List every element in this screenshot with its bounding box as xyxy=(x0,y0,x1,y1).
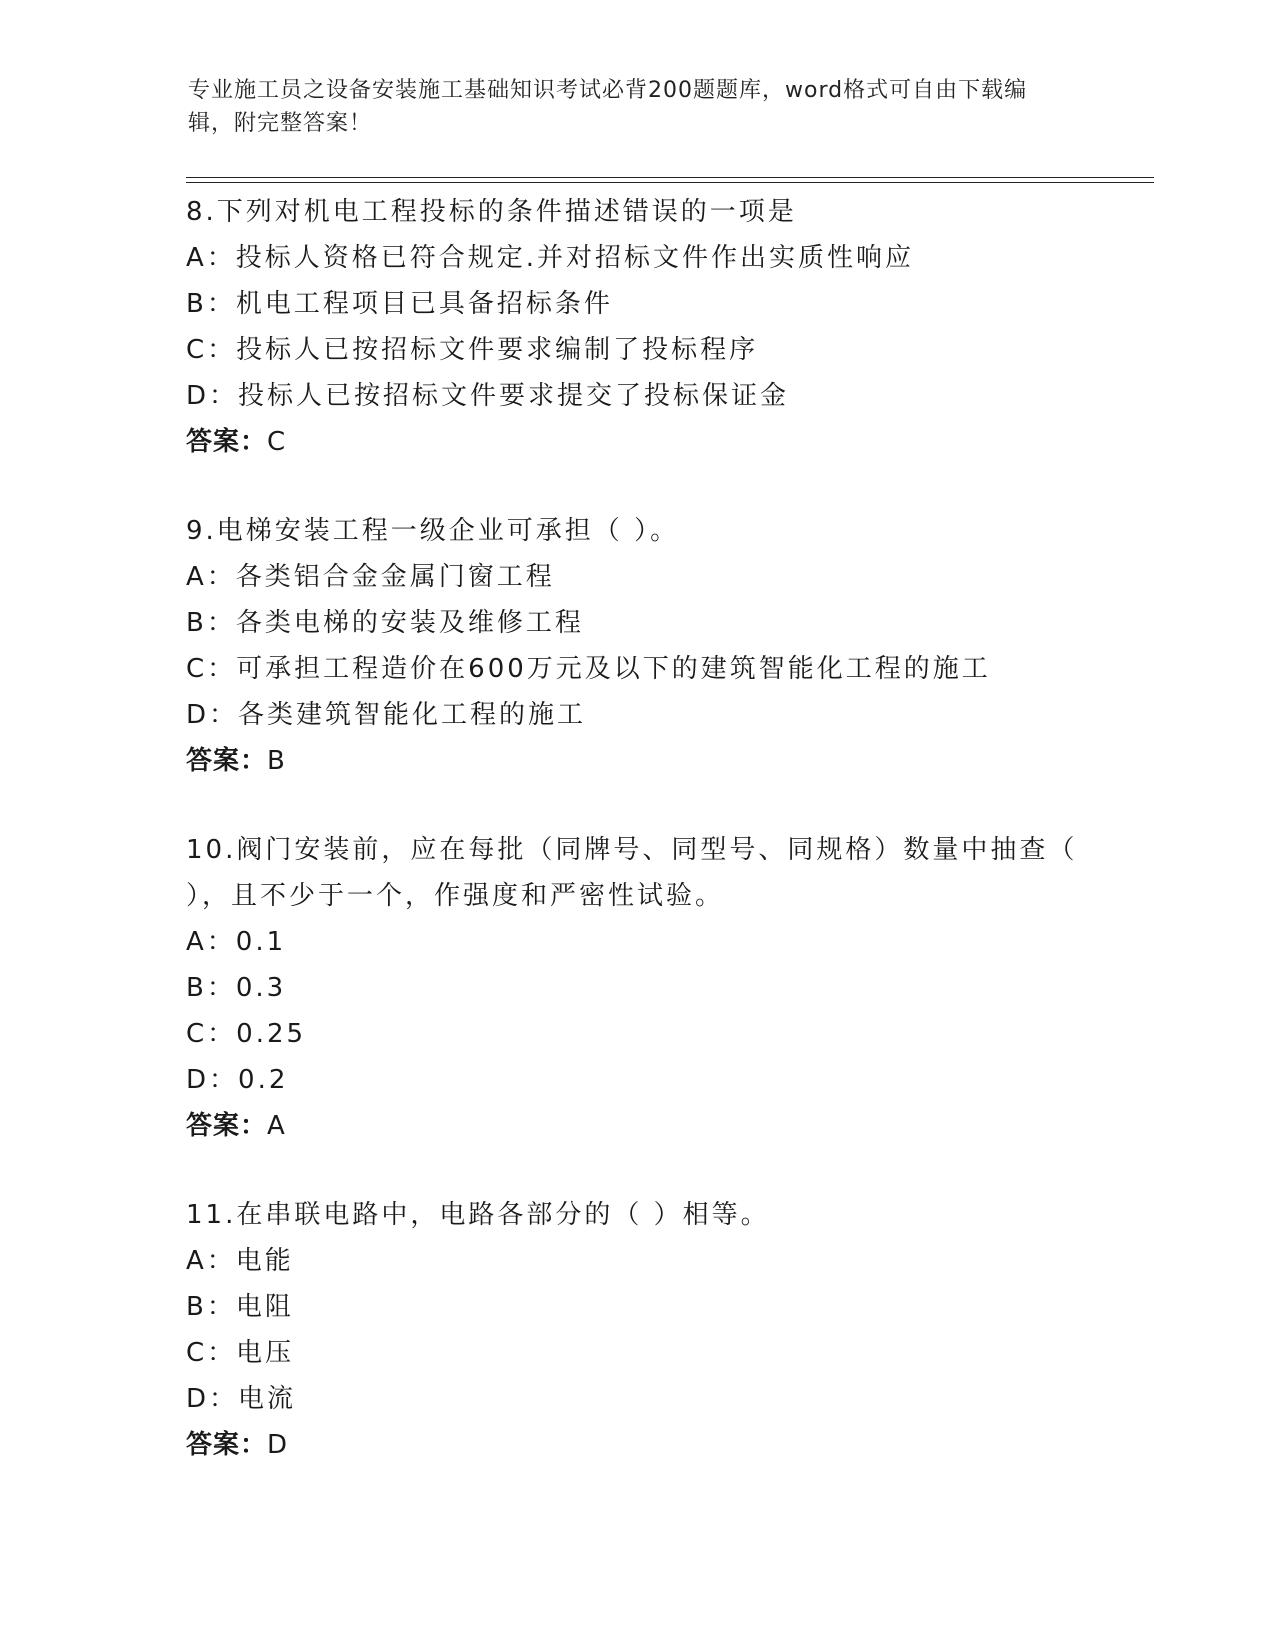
answer-value: D xyxy=(267,1430,289,1460)
option-c: C：0.25 xyxy=(186,1019,307,1049)
option-d: D：0.2 xyxy=(186,1065,289,1095)
option-d: D：各类建筑智能化工程的施工 xyxy=(186,700,587,730)
option-d: D：电流 xyxy=(186,1384,297,1414)
document-header: 专业施工员之设备安装施工基础知识考试必背200题题库，word格式可自由下载编辑，附完整答案！ xyxy=(188,78,1028,136)
header-divider-top xyxy=(186,177,1154,178)
option-d: D：投标人已按招标文件要求提交了投标保证金 xyxy=(186,381,790,411)
question-stem: 10.阀门安装前，应在每批（同牌号、同型号、同规格）数量中抽查（ ），且不少于一个，作强度和严密性试验。 xyxy=(186,835,1078,911)
option-a: A：0.1 xyxy=(186,927,287,957)
option-c: C：电压 xyxy=(186,1338,295,1368)
option-a: A：各类铝合金金属门窗工程 xyxy=(186,562,555,592)
question-stem: 8.下列对机电工程投标的条件描述错误的一项是 xyxy=(186,197,797,227)
answer xyxy=(186,1103,1086,1149)
question-stem: 11.在串联电路中，电路各部分的（ ）相等。 xyxy=(186,1200,770,1230)
question-stem: 9.电梯安装工程一级企业可承担（ ）。 xyxy=(186,516,680,546)
question-8 xyxy=(186,189,1086,465)
option-b: B：机电工程项目已具备招标条件 xyxy=(186,289,613,319)
answer-label: 答案： xyxy=(186,746,268,776)
option-a: A：电能 xyxy=(186,1246,294,1276)
option-a: A：投标人资格已符合规定.并对招标文件作出实质性响应 xyxy=(186,243,915,273)
answer xyxy=(186,738,1086,784)
header-divider-bottom xyxy=(186,182,1154,183)
answer-value: B xyxy=(267,746,286,776)
option-b: B：0.3 xyxy=(186,973,287,1003)
option-b: B：各类电梯的安装及维修工程 xyxy=(186,608,584,638)
answer-value: A xyxy=(267,1111,286,1141)
answer-label: 答案： xyxy=(186,1111,268,1141)
question-9 xyxy=(186,508,1086,784)
answer xyxy=(186,1422,1086,1468)
answer-value: C xyxy=(267,427,287,457)
option-b: B：电阻 xyxy=(186,1292,294,1322)
answer xyxy=(186,419,1086,465)
option-c: C：可承担工程造价在600万元及以下的建筑智能化工程的施工 xyxy=(186,654,991,684)
answer-label: 答案： xyxy=(186,427,268,457)
option-c: C：投标人已按招标文件要求编制了投标程序 xyxy=(186,335,759,365)
question-10 xyxy=(186,827,1086,1149)
question-11 xyxy=(186,1192,1086,1468)
answer-label: 答案： xyxy=(186,1430,268,1460)
